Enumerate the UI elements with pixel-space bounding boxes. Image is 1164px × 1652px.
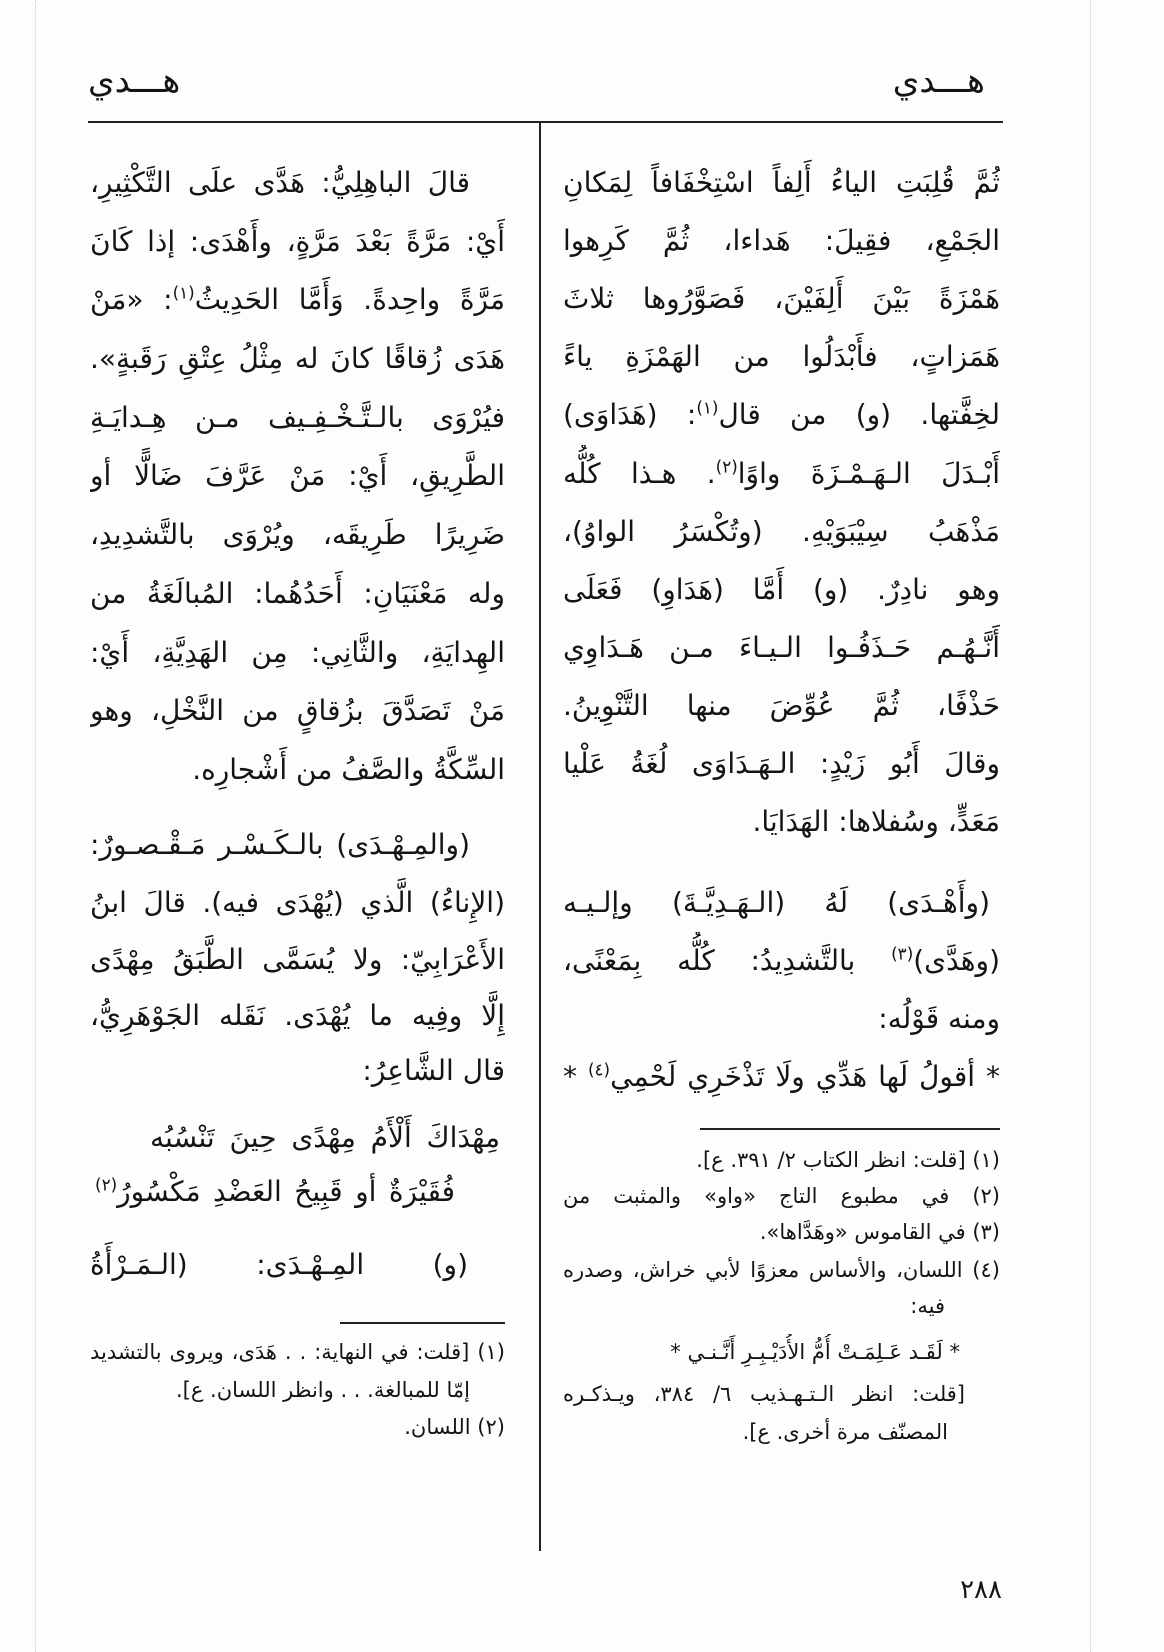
text-line: السِّكَّةُ والصَّفُ من أَشْجارِه. [192, 753, 505, 786]
running-header-left: هـــدي [88, 61, 181, 101]
footnote-line: (٤) اللسان، والأساس معزوًا لأبي خراش، وصدره [563, 1258, 1000, 1282]
text-line: قالَ الباهِلِيُّ: هَدَّى علَى التَّكْثِيرِ، [90, 166, 470, 199]
text-line: هَمَزاتٍ، فأَبْدَلُوا من الهَمْزَةِ ياءً [563, 340, 1000, 373]
footnote-ref: (٣) [891, 943, 914, 964]
footnote-ref: (١) [696, 397, 719, 418]
text-line: أَيْ: مَرَّةً بَعْدَ مَرَّةٍ، وأَهْدَى: إذا كَانَ [90, 225, 505, 258]
text-line: وله مَعْنَيَانِ: أَحَدُهُما: المُبالَغَةُ من [90, 577, 505, 610]
text-segment: فُقَيْرَةٌ أو قَبِيحُ العَضْدِ مَكْسُورُ [117, 1175, 455, 1208]
text-segment: * [563, 1060, 588, 1093]
footnote-line: (١) [قلت: في النهاية: . . هَدَى، ويروى بالتشديد [90, 1340, 505, 1364]
text-line: إِلَّا وفِيه ما يُهْدَى. نَقَله الجَوْهَرِيُّ، [90, 999, 505, 1032]
text-segment: : «مَنْ [90, 283, 173, 316]
text-line: مَذْهَبُ سِيْبَوَيْهِ. (وتُكْسَرُ الواوُ)، [563, 515, 1000, 548]
footnote-line: (٢) في مطبوع التاج «واو» والمثبت من [563, 1184, 1000, 1208]
text-line: (و) المِـهْـدَى: (الـمَـرْأَةُ [90, 1248, 468, 1281]
text-line: مَعَدٍّ، وسُفلاها: الهَدَايَا. [752, 805, 1000, 838]
text-line: الهِدايَةِ، والثَّانِي: مِن الهَدِيَّةِ، أَيْ: [90, 636, 505, 669]
text-segment: (وهَدَّى) [913, 944, 1000, 977]
left-column [90, 0, 505, 1460]
text-segment: مَرَّةً واحِدةً. وَأَمَّا الحَدِيثُ [194, 283, 505, 316]
footnote-ref: (٤) [587, 1059, 611, 1080]
footnote-line: المصنّف مرة أخرى. ع]. [742, 1420, 948, 1444]
text-line: أَنَّـهُـم حَـذَفُـوا الـيـاءَ مـن هَـدَاوِي [563, 631, 1000, 664]
scan-guide-line [35, 0, 36, 1652]
verse-line [90, 1163, 505, 1221]
text-segment: * أقولُ لَها هَدِّي ولَا تَذْخَرِي لَحْمِي [610, 1060, 1000, 1093]
text-segment: لخِفَّتها. (و) من قال [718, 398, 1000, 431]
text-line: الأَعْرَابِيّ: ولا يُسَمَّى الطَّبَقُ مِهْدًى [90, 943, 505, 976]
text-line: ضَرِيرًا طَرِيقَه، ويُرْوَى بالتَّشدِيدِ، [90, 518, 505, 551]
footnote-separator [700, 1128, 1000, 1130]
text-line: ثُمَّ قُلِبَتِ الياءُ أَلِفاً اسْتِخْفَافاً لِمَكانِ [563, 166, 1000, 199]
text-line: (وأَهْـدَى) لَهُ (الـهَـدِيَّـةَ) وإلـيـه [563, 886, 990, 919]
text-segment: : (هَدَاوَى) [563, 398, 697, 431]
text-line: (الإِناءُ) الَّذي (يُهْدَى فيه). قالَ ابنُ [90, 886, 505, 919]
text-line: هَمْزَةً بَيْنَ أَلِفَيْنَ، فَصَوَّرُوها ثلاثَ [563, 282, 1000, 315]
footnote-ref: (٢) [95, 1174, 118, 1195]
text-line [563, 445, 1000, 503]
footnote-line: فيه: [910, 1294, 945, 1318]
running-header-right: هـــدي [892, 61, 985, 101]
text-line: وهو نادِرٌ. (و) أَمَّا (هَدَاوِ) فَعَلَى [563, 573, 1000, 606]
text-line [563, 386, 1000, 444]
footnote-separator [340, 1322, 505, 1324]
text-line: فيُرْوَى بالـتَّـخْـفِـيف مـن هِـدايَـةِ [90, 401, 505, 434]
text-line: وقالَ أَبُو زَيْدٍ: الـهَـدَاوَى لُغَةُ عَلْيا [563, 747, 1000, 780]
text-segment: أَبْـدَلَ الـهَـمْـزَةَ واوًا [737, 457, 1000, 490]
footnote-ref: (٢) [715, 456, 738, 477]
footnote-verse: * لَقَـد عَـلِمَـتْ أُمُّ الأُدَيْـبِـرِ أَنَّـنـي * [670, 1340, 960, 1364]
footnote-line: (٢) اللسان. [404, 1415, 505, 1439]
footnote-line: [قلت: انظر الـتـهـذيب ٦/ ٣٨٤، ويـذكـره [563, 1382, 965, 1406]
text-segment: بالتَّشدِيدُ: كُلُّه بِمَعْنًى، [563, 944, 892, 977]
text-line: ومنه قَوْلُه: [878, 1002, 1000, 1035]
text-line [90, 271, 505, 329]
text-line: مَنْ تَصَدَّقَ بزُقاقٍ من النَّخْلِ، وهو [90, 694, 505, 727]
text-segment: . هـذا كُلُّه [563, 457, 716, 490]
footnote-line: (٣) في القاموس «وهَدَّاها». [759, 1220, 1000, 1244]
scan-guide-line [1090, 0, 1091, 1652]
right-column [563, 0, 1000, 1460]
text-line: الجَمْعِ، فقِيلَ: هَداءا، ثُمَّ كَرِهوا [563, 224, 1000, 257]
footnote-line: إمّا للمبالغة. . . وانظر اللسان. ع]. [175, 1378, 470, 1402]
column-divider [539, 121, 541, 1551]
text-line [563, 932, 1000, 990]
verse-line: مِهْدَاكَ أَلْأَمُ مِهْدًى حِينَ تَنْسُبُه [150, 1121, 500, 1154]
text-line: (والمِـهْـدَى) بالـكَـسْـر مَـقْـصـورٌ: [90, 828, 470, 861]
text-line: قال الشَّاعِرُ: [362, 1054, 505, 1087]
verse-line [563, 1048, 1000, 1106]
footnote-line: (١) [قلت: انظر الكتاب ٢/ ٣٩١. ع]. [696, 1148, 1000, 1172]
page-number: ٢٨٨ [960, 1575, 1002, 1605]
text-line: حَذْفًا، ثُمَّ عُوِّضَ منها التَّنْوِينُ. [563, 689, 1000, 722]
text-line: الطَّرِيقِ، أَيْ: مَنْ عَرَّفَ ضَالًّا أو [90, 459, 505, 492]
footnote-ref: (١) [172, 282, 195, 303]
text-line: هَدَى زُقاقًا كانَ له مِثْلُ عِتْقِ رَقَبةٍ». [90, 342, 505, 375]
